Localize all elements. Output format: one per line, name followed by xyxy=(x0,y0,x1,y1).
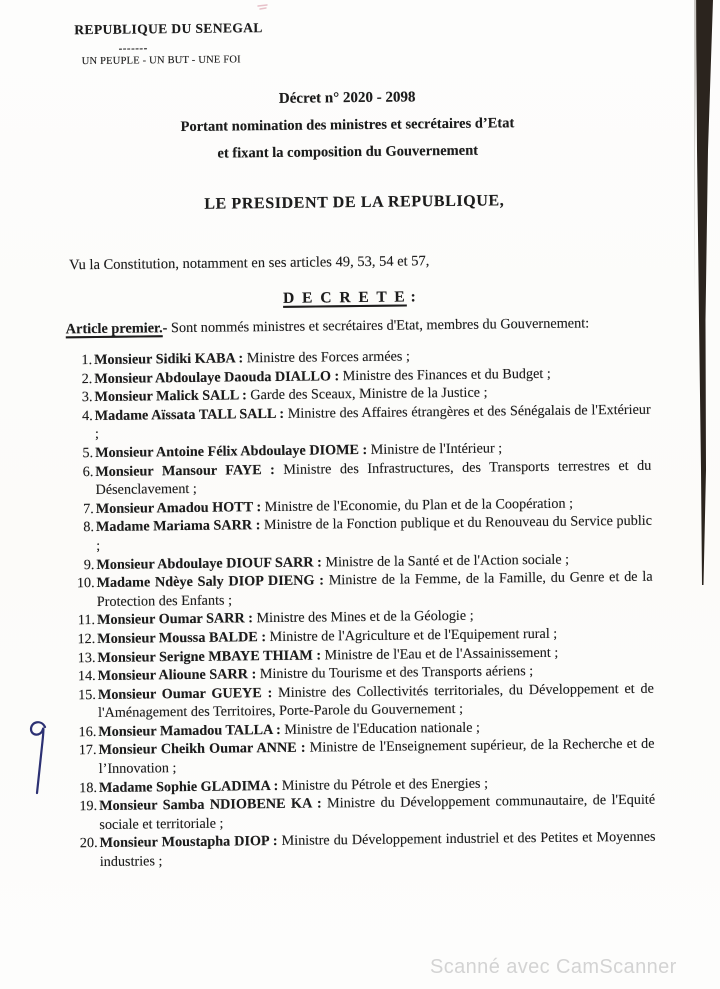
republic-header: REPUBLIQUE DU SENEGAL xyxy=(74,20,263,38)
minister-role: Ministre de l'Economie, du Plan et de la Coopération ; xyxy=(261,495,574,515)
decrete-colon: : xyxy=(406,288,416,306)
minister-number: 14. xyxy=(77,668,96,685)
minister-number: 8. xyxy=(83,519,95,536)
minister-number: 4. xyxy=(81,407,93,424)
minister-name: Monsieur Amadou HOTT : xyxy=(95,498,262,517)
minister-number: 6. xyxy=(82,463,94,480)
ministers-list xyxy=(64,345,656,872)
minister-name: Madame Mariama SARR : xyxy=(95,517,261,536)
minister-number: 11. xyxy=(77,612,96,629)
minister-number: 2. xyxy=(81,370,93,387)
minister-number: 9. xyxy=(83,556,95,573)
article-premier-label: Article premier. xyxy=(65,320,163,338)
minister-number: 10. xyxy=(76,575,95,592)
decree-subject-line1: Portant nomination des ministres et secrétaires d’Etat xyxy=(180,115,515,136)
minister-role: Ministre des Forces armées ; xyxy=(243,348,410,367)
minister-name: Monsieur Serigne MBAYE THIAM : xyxy=(97,646,322,666)
minister-role: Ministre de la Fonction publique et du Renouveau du Service public ; xyxy=(96,513,653,554)
minister-name: Monsieur Alioune SARR : xyxy=(97,666,257,685)
minister-role: Ministre de l'Education nationale ; xyxy=(280,719,481,738)
header-separator: ------- xyxy=(118,42,148,55)
minister-number: 20. xyxy=(79,835,98,852)
minister-name: Monsieur Mamadou TALLA : xyxy=(98,721,281,740)
minister-number: 19. xyxy=(79,798,98,815)
minister-name: Monsieur Abdoulaye Daouda DIALLO : xyxy=(94,367,340,387)
minister-name: Madame Aïssata TALL SALL : xyxy=(94,405,285,424)
decree-number-title: Décret n° 2020 - 2098 xyxy=(278,89,416,107)
minister-name: Monsieur Moussa BALDE : xyxy=(97,628,267,647)
minister-item xyxy=(69,828,655,872)
minister-name: Monsieur Abdoulaye DIOUF SARR : xyxy=(96,553,322,573)
minister-name: Monsieur Antoine Félix Abdoulaye DIOME : xyxy=(95,441,368,461)
minister-role: Garde des Sceaux, Ministre de la Justice ; xyxy=(246,384,488,404)
national-motto: UN PEUPLE - UN BUT - UNE FOI xyxy=(81,54,241,68)
minister-role: Ministre de l'Agriculture et de l'Equipement rural ; xyxy=(265,625,558,645)
article-premier-text: Sont nommés ministres et secrétaires d'Etat, membres du Gouvernement: xyxy=(167,315,590,337)
minister-role: Ministre des Affaires étrangères et des Sénégalais de l'Extérieur ; xyxy=(94,401,651,443)
minister-name: Monsieur Moustapha DIOP : xyxy=(99,833,278,852)
minister-role: Ministre du Pétrole et des Energies ; xyxy=(278,775,489,794)
minister-number: 13. xyxy=(77,649,96,666)
minister-number: 5. xyxy=(82,445,94,462)
minister-role: Ministre du Développement communautaire, de l'Equité sociale et territoriale ; xyxy=(99,791,656,833)
decree-subject-line2: et fixant la composition du Gouvernement xyxy=(217,142,479,162)
minister-number: 1. xyxy=(81,352,93,369)
minister-role: Ministre de l'Enseignement supérieur, de la Recherche et de l’Innovation ; xyxy=(98,736,655,778)
minister-number: 12. xyxy=(77,630,96,648)
minister-name: Monsieur Mansour FAYE : xyxy=(95,461,275,480)
minister-role: Ministre de l'Intérieur ; xyxy=(367,440,503,458)
minister-number: 3. xyxy=(81,389,93,406)
minister-role: Ministre du Développement industriel et des Petites et Moyennes industries ; xyxy=(99,829,656,871)
minister-name: Madame Ndèye Saly DIOP DIENG : xyxy=(96,572,325,592)
minister-role: Ministre du Tourisme et des Transports aériens ; xyxy=(256,663,534,683)
minister-role: Ministre des Mines et de la Géologie ; xyxy=(252,608,474,627)
minister-role: Ministre des Infrastructures, des Transports terrestres et du Désenclavement ; xyxy=(95,457,652,499)
minister-number: 16. xyxy=(78,723,97,741)
minister-name: Monsieur Samba NDIOBENE KA : xyxy=(99,795,322,815)
minister-number: 15. xyxy=(78,686,96,703)
minister-number: 17. xyxy=(78,742,97,759)
minister-role: Ministre de la Santé et de l'Action sociale ; xyxy=(321,551,570,570)
minister-role: Ministre des Finances et du Budget ; xyxy=(339,365,551,384)
minister-role: Ministre de la Femme, de la Famille, du Genre et de la Protection des Enfants ; xyxy=(96,568,653,610)
minister-name: Monsieur Malick SALL : xyxy=(94,387,247,406)
minister-name: Monsieur Sidiki KABA : xyxy=(94,350,244,369)
minister-name: Monsieur Oumar SARR : xyxy=(96,610,254,629)
decrete-heading: D E C R E T E xyxy=(282,288,407,307)
minister-name: Monsieur Cheikh Oumar ANNE : xyxy=(98,740,306,759)
president-heading: LE PRESIDENT DE LA REPUBLIQUE, xyxy=(204,192,505,213)
minister-number: 18. xyxy=(79,779,98,796)
constitution-visa-line: Vu la Constitution, notamment en ses articles 49, 53, 54 et 57, xyxy=(68,253,430,274)
minister-role: Ministre des Collectivités territoriales, du Développement et de l'Aménagement des Territoires, Porte-Parole du Gouvernement ; xyxy=(98,680,654,722)
article-premier-line xyxy=(66,315,590,338)
decrete-heading-wrap xyxy=(0,285,699,311)
article-premier-dash: - xyxy=(162,320,168,337)
minister-name: Madame Sophie GLADIMA : xyxy=(98,777,279,796)
minister-role: Ministre de l'Eau et de l'Assainissement ; xyxy=(320,644,559,663)
minister-name: Monsieur Oumar GUEYE : xyxy=(97,684,273,703)
minister-number: 7. xyxy=(83,500,94,517)
camscanner-watermark: Scanné avec CamScanner xyxy=(430,956,677,978)
